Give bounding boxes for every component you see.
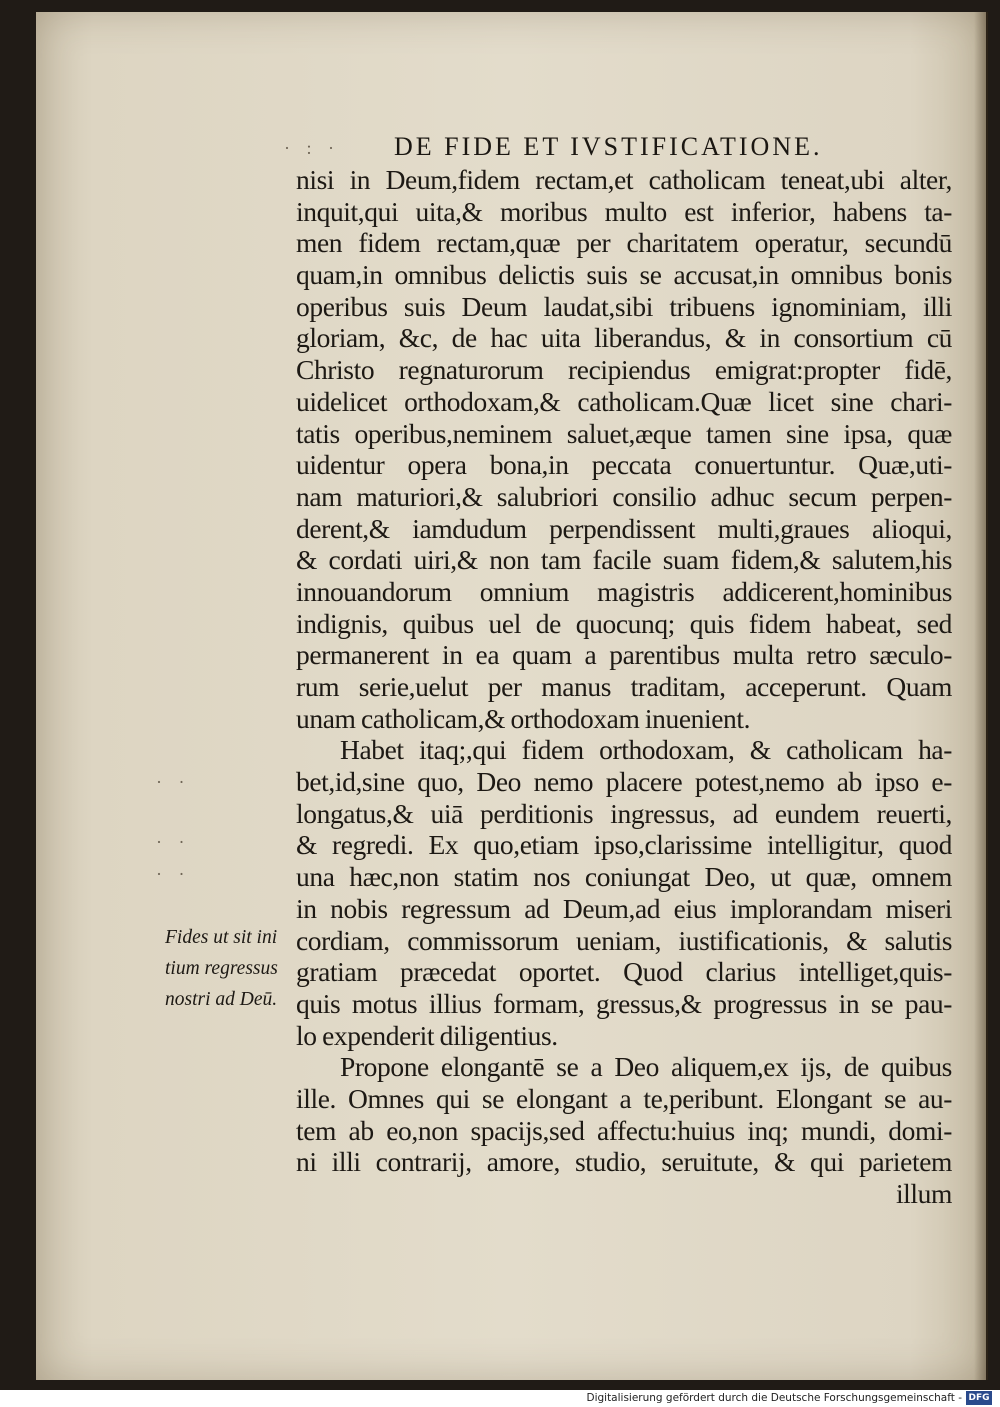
text-line: & regredi. Ex quo,etiam ipso,clarissime intelligitur, quod xyxy=(296,829,952,861)
text-line: innouandorum omnium magistris addicerent,hominibus xyxy=(296,575,952,607)
text-line: ni illi contrarij, amore, studio, seruitute, & qui parietem xyxy=(296,1146,952,1178)
text-line: indignis, quibus uel de quocunq; quis fidem habeat, sed xyxy=(296,607,952,639)
dfg-logo: DFG xyxy=(966,1391,992,1405)
ink-marks-header: · : · xyxy=(284,138,340,158)
text-line: tem ab eo,non spacijs,sed affectu:huius inq; mundi, domi- xyxy=(296,1114,952,1146)
text-line: ille. Omnes qui se elongant a te,peribunt. Elongant se au- xyxy=(296,1082,952,1114)
ink-marks-margin-3: · · xyxy=(156,864,191,884)
text-line: cordiam, commissorum ueniam, iustificationis, & salutis xyxy=(296,924,952,956)
text-line: quis motus illius formam, gressus,& progressus in se pau- xyxy=(296,987,952,1019)
ink-marks-margin-1: · · xyxy=(156,772,191,792)
text-line: in nobis regressum ad Deum,ad eius implorandam miseri xyxy=(296,892,952,924)
text-line: tatis operibus,neminem saluet,æque tamen sine ipsa, quæ xyxy=(296,417,952,449)
text-line: longatus,& uiā perditionis ingressus, ad eundem reuerti, xyxy=(296,797,952,829)
text-line: unam catholicam,& orthodoxam inuenient. xyxy=(296,702,751,734)
page-gutter-shadow xyxy=(974,12,988,1380)
text-line: bet,id,sine quo, Deo nemo placere potest,nemo ab ipso e- xyxy=(296,766,952,798)
text-line: nisi in Deum,fidem rectam,et catholicam teneat,ubi alter, xyxy=(296,164,952,195)
marginal-note-line: nostri ad Deū. xyxy=(165,989,278,1010)
ink-marks-margin-2: · · xyxy=(156,832,191,852)
text-line: Christo regnaturorum recipiendus emigrat:propter fidē, xyxy=(296,354,952,386)
text-line: nam maturiori,& salubriori consilio adhuc secum perpen- xyxy=(296,480,952,512)
text-line: rum serie,uelut per manus traditam, acceperunt. Quam xyxy=(296,671,952,702)
marginal-note-line: Fides ut sit ini xyxy=(165,927,278,948)
main-text-block xyxy=(296,164,952,1210)
text-line: Habet itaq;,qui fidem orthodoxam, & catholicam ha- xyxy=(340,734,952,766)
text-line: una hæc,non statim nos coniungat Deo, ut quæ, omnem xyxy=(296,861,952,893)
footer-credit: Digitalisierung gefördert durch die Deutsche Forschungsgemeinschaft - xyxy=(586,1392,962,1404)
text-line: gloriam, &c, de hac uita liberandus, & in consortium cū xyxy=(296,322,952,354)
text-line: gratiam præcedat oportet. Quod clarius intelliget,quis- xyxy=(296,956,952,988)
text-line: uidelicet orthodoxam,& catholicam.Quæ licet sine chari- xyxy=(296,385,952,417)
text-line: lo expenderit diligentius. xyxy=(296,1019,558,1051)
text-line: uidentur opera bona,in peccata conuertuntur. Quæ,uti- xyxy=(296,449,952,481)
text-line: derent,& iamdudum perpendissent multi,graues alioqui, xyxy=(296,512,952,544)
text-line: illum xyxy=(895,1178,952,1209)
text-line: men fidem rectam,quæ per charitatem operatur, secundū xyxy=(296,227,952,259)
text-line: permanerent in ea quam a parentibus multa retro sæculo- xyxy=(296,639,952,671)
text-line: operibus suis Deum laudat,sibi tribuens ignominiam, illi xyxy=(296,290,952,322)
text-line: & cordati uiri,& non tam facile suam fidem,& salutem,his xyxy=(296,544,952,576)
marginal-note-line: tium regressus xyxy=(165,958,278,979)
text-line: inquit,qui uita,& moribus multo est inferior, habens ta- xyxy=(296,195,952,227)
running-head: DE FIDE ET IVSTIFICATIONE. xyxy=(394,132,823,161)
text-line: Propone elongantē se a Deo aliquem,ex ijs, de quibus xyxy=(340,1051,952,1083)
marginal-note xyxy=(165,922,297,1015)
text-line: quam,in omnibus delictis suis se accusat,in omnibus bonis xyxy=(296,259,952,291)
